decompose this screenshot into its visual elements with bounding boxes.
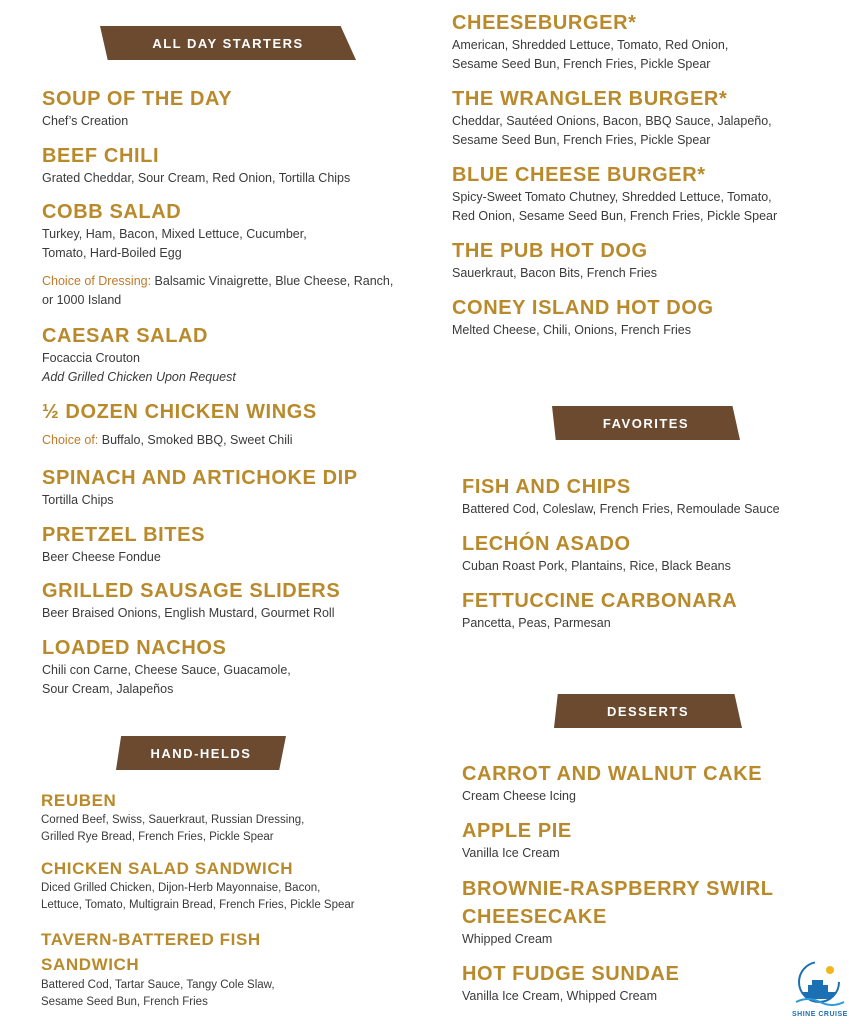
menu-item-reuben (41, 790, 304, 846)
item-desc: Tomato, Hard-Boiled Egg (42, 246, 182, 260)
menu-item-sundae (462, 961, 679, 1006)
menu-item-soup (42, 86, 232, 131)
menu-item-nachos (42, 635, 291, 699)
choice-text: Buffalo, Smoked BBQ, Sweet Chili (98, 433, 293, 447)
section-title: HAND-HELDS (150, 745, 252, 761)
section-title: DESSERTS (606, 703, 690, 719)
menu-item-wings (42, 399, 317, 450)
item-title: CARROT AND WALNUT CAKE (462, 763, 763, 785)
section-banner-desserts (554, 694, 742, 728)
item-desc: Turkey, Ham, Bacon, Mixed Lettuce, Cucumber, (42, 227, 307, 241)
item-title: LOADED NACHOS (42, 637, 227, 659)
item-desc: Whipped Cream (462, 932, 553, 946)
item-title-cont: SANDWICH (41, 955, 140, 974)
section-banner-starters (100, 26, 356, 60)
item-desc: Corned Beef, Swiss, Sauerkraut, Russian Dressing, (41, 814, 305, 826)
item-desc: Pancetta, Peas, Parmesan (462, 616, 611, 630)
item-desc: Beer Cheese Fondue (42, 550, 161, 564)
menu-item-apple-pie (462, 818, 572, 863)
menu-item-lechon (462, 531, 731, 576)
item-desc: Red Onion, Sesame Seed Bun, French Fries, Pickle Spear (452, 209, 778, 223)
item-title: APPLE PIE (462, 820, 572, 842)
item-desc: Battered Cod, Coleslaw, French Fries, Remoulade Sauce (462, 502, 780, 516)
item-desc: Diced Grilled Chicken, Dijon-Herb Mayonnaise, Bacon, (41, 882, 321, 894)
item-desc: Sesame Seed Bun, French Fries, Pickle Spear (452, 133, 711, 147)
item-desc: Focaccia Crouton (42, 351, 140, 365)
section-banner-handhelds (116, 736, 286, 770)
item-title: CHEESEBURGER* (452, 12, 637, 34)
section-title: FAVORITES (602, 415, 690, 431)
item-title: FISH AND CHIPS (462, 476, 631, 498)
item-desc: Sour Cream, Jalapeños (42, 682, 174, 696)
item-desc: Vanilla Ice Cream (462, 846, 560, 860)
menu-item-dip (42, 465, 358, 510)
menu-item-cheeseburger (452, 10, 728, 74)
menu-item-pretzel (42, 522, 205, 567)
item-title: BEEF CHILI (42, 145, 160, 167)
item-desc: Spicy-Sweet Tomato Chutney, Shredded Lettuce, Tomato, (452, 190, 772, 204)
item-title: THE WRANGLER BURGER* (452, 88, 728, 110)
item-title: LECHÓN ASADO (462, 533, 631, 555)
menu-item-cheesecake (462, 875, 774, 949)
menu-item-wrangler (452, 86, 772, 150)
item-title: CONEY ISLAND HOT DOG (452, 297, 714, 319)
menu-item-bluecheese (452, 162, 777, 226)
item-desc: Chef’s Creation (42, 114, 129, 128)
item-desc: Battered Cod, Tartar Sauce, Tangy Cole Slaw, (41, 979, 275, 991)
item-title: COBB SALAD (42, 201, 182, 223)
menu-item-coney-hotdog (452, 295, 714, 340)
item-title: REUBEN (41, 791, 117, 810)
choice-label: Choice of: (42, 433, 99, 447)
menu-item-fish-chips (462, 474, 780, 519)
item-title: PRETZEL BITES (42, 524, 206, 546)
item-title: ½ DOZEN CHICKEN WINGS (42, 401, 317, 423)
menu-item-cobb (42, 199, 393, 310)
menu-item-carrot-cake (462, 761, 762, 806)
choice-text: Balsamic Vinaigrette, Blue Cheese, Ranch, (151, 274, 394, 288)
item-title: CAESAR SALAD (42, 325, 209, 347)
item-desc: Lettuce, Tomato, Multigrain Bread, French Fries, Pickle Spear (41, 899, 355, 911)
item-title: CHICKEN SALAD SANDWICH (41, 859, 294, 878)
item-desc: Vanilla Ice Cream, Whipped Cream (462, 989, 657, 1003)
menu-item-chicken-salad (41, 858, 355, 914)
item-desc: Chili con Carne, Cheese Sauce, Guacamole, (42, 663, 291, 677)
item-desc: Sauerkraut, Bacon Bits, French Fries (452, 266, 657, 280)
item-desc: Beer Braised Onions, English Mustard, Gourmet Roll (42, 606, 335, 620)
item-desc: Melted Cheese, Chili, Onions, French Fries (452, 323, 691, 337)
item-choice-cont: or 1000 Island (42, 293, 122, 307)
item-title: TAVERN-BATTERED FISH (41, 930, 261, 949)
item-desc: Sesame Seed Bun, French Fries (41, 996, 208, 1008)
section-title: ALL DAY STARTERS (152, 35, 304, 51)
item-title: BLUE CHEESE BURGER* (452, 164, 706, 186)
item-desc: Grilled Rye Bread, French Fries, Pickle Spear (41, 831, 274, 843)
item-desc: American, Shredded Lettuce, Tomato, Red Onion, (452, 38, 729, 52)
item-title: SPINACH AND ARTICHOKE DIP (42, 467, 358, 489)
item-desc: Cream Cheese Icing (462, 789, 576, 803)
item-desc: Grated Cheddar, Sour Cream, Red Onion, Tortilla Chips (42, 171, 351, 185)
menu-item-carbonara (462, 588, 737, 633)
menu-item-pub-hotdog (452, 238, 657, 283)
item-desc: Sesame Seed Bun, French Fries, Pickle Spear (452, 57, 711, 71)
item-title: THE PUB HOT DOG (452, 240, 648, 262)
menu-item-sliders (42, 578, 340, 623)
item-title: BROWNIE-RASPBERRY SWIRL (462, 878, 774, 900)
menu-item-chili (42, 143, 350, 188)
item-title: FETTUCCINE CARBONARA (462, 590, 738, 612)
choice-label: Choice of Dressing: (42, 274, 152, 288)
item-title-cont: CHEESECAKE (462, 906, 607, 928)
item-desc: Tortilla Chips (42, 493, 114, 507)
item-note: Add Grilled Chicken Upon Request (42, 370, 236, 384)
logo-text: SHINE CRUISE (792, 1011, 848, 1018)
item-title: HOT FUDGE SUNDAE (462, 963, 680, 985)
item-title: GRILLED SAUSAGE SLIDERS (42, 580, 341, 602)
item-choice (42, 272, 393, 291)
menu-item-fish-sandwich (41, 927, 275, 1011)
item-desc: Cuban Roast Pork, Plantains, Rice, Black Beans (462, 559, 731, 573)
item-choice (42, 431, 317, 450)
item-desc: Cheddar, Sautéed Onions, Bacon, BBQ Sauce, Jalapeño, (452, 114, 772, 128)
item-title: SOUP OF THE DAY (42, 88, 233, 110)
section-banner-favorites (552, 406, 740, 440)
menu-item-caesar (42, 323, 236, 387)
